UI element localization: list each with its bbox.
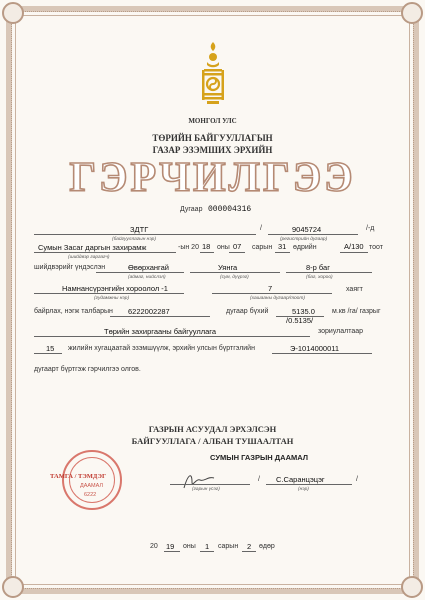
org-name-hint: (байгууллагын нэр) (112, 237, 156, 242)
corner-ornament (2, 2, 24, 24)
aimag: Өвөрхангай (128, 263, 169, 272)
authority-line-1: ТӨРИЙН БАЙГУУЛЛАГЫН (152, 133, 273, 143)
org-line (34, 234, 256, 235)
authority-line-2: ГАЗАР ЭЗЭМШИХ ЭРХИЙН (152, 145, 273, 155)
area-ha: /0.5135/ (286, 316, 314, 325)
certificate-title: ГЭРЧИЛГЭЭ (69, 155, 356, 201)
land-purpose: Төрийн захиргааны байгууллага (104, 327, 216, 336)
official-stamp (62, 450, 122, 510)
duration-years: 15 (46, 344, 55, 353)
corner-ornament (2, 576, 24, 598)
office-line-2: БАЙГУУЛЛАГА / АЛБАН ТУШААЛТАН (131, 436, 294, 446)
bag: 8-р баг (306, 263, 330, 272)
reg-line (268, 234, 358, 235)
soyombo-emblem-icon (198, 40, 228, 112)
issue-year: 19 (166, 542, 175, 551)
registry-number: 9045724 (292, 225, 322, 234)
office-line-1: ГАЗРЫН АСУУДАЛ ЭРХЭЛСЭН (148, 424, 277, 434)
decree-number: A/130 (344, 242, 364, 251)
final-statement: дугаарт бүртгэж гэрчилгээ олгов. (34, 366, 141, 373)
corner-ornament (401, 2, 423, 24)
registry-record-number: Э-1014000011 (290, 344, 340, 353)
parcel-number: 6222002287 (128, 307, 170, 316)
country-name: МОНГОЛ УЛС (188, 117, 237, 125)
official-title: СУМЫН ГАЗРЫН ДААМАЛ (210, 453, 309, 462)
org-name: ЗДТГ (130, 225, 149, 234)
decree-issuer: Сумын Засаг даргын захирамж (38, 243, 147, 252)
decree-day: 31 (278, 242, 287, 251)
suffix-d: /-д (366, 225, 375, 232)
soum: Уянга (218, 263, 238, 272)
street-name: Намнансүрэнгийн хороолол -1 (62, 284, 168, 293)
decree-issuer-hint: (шийдвэр гаргагч) (68, 255, 110, 260)
stamp-inner-text: ДААМАЛ (80, 483, 104, 489)
issue-month: 1 (205, 542, 210, 551)
stamp-number: 6222 (84, 492, 97, 498)
address-number: 7 (268, 284, 273, 293)
number-label: Дугаар (180, 206, 203, 213)
corner-ornament (401, 576, 423, 598)
area-m2: 5135.0 (292, 307, 315, 316)
reg-no-hint: (регистрийн дугаар) (280, 237, 328, 242)
official-name: С.Саранцэцэг (276, 475, 325, 484)
stamp-label: ТАМГА / ТЭМДЭГ (50, 473, 107, 480)
signature-hint: (гарын үсэг) (192, 487, 220, 492)
name-hint: (нэр) (298, 487, 309, 492)
decree-month: 07 (233, 242, 242, 251)
issue-day: 2 (247, 542, 252, 551)
decree-year: 18 (202, 242, 211, 251)
certificate-number: 000004316 (208, 205, 252, 214)
certificate: МОНГОЛ УЛС ТӨРИЙН БАЙГУУЛЛАГЫН ГАЗАР ЭЗЭМШИХ ЭРХИЙН ГЭРЧИЛГЭЭ Дугаар 000004316 ЗДТГ (байгууллагын нэр) / 9045724 (регистрийн дугаар) /-д Сумын Засаг даргын захирамж (шийдвэр гаргагч) -ын 20 18 оны 07 сарын 31 өдрийн A/130 тоот шийдвэрийг үндэслэн Өвөрхангай (аймаг, нийслэл) Уянга (сум, дүүрэг) 8-р баг (баг, хороо) Намнансүрэнгийн хороолол -1 (гудамжны нэр) 7 (хашааны дугаар/тоот) хаягт байрлах, нэгж талбарын 6222002287 дугаар бүхий 5135.0 /0.5135/ м.кв /га/ газрыг Төрийн захиргааны байгууллага зориулалтаар 15 жилийн хугацаатай эзэмшүүлж, эрхийн улсын бүртгэлийн Э-1014000011 дугаарт бүртгэж гэрчилгээ олгов. ГАЗРЫН АСУУДАЛ ЭРХЭЛСЭН БАЙГУУЛЛАГА / АЛБАН ТУШААЛТАН СУМЫН ГАЗРЫН ДААМАЛ ТАМГА / ТЭМДЭГ ДААМАЛ 6222 (гарын үсэг) / С.Саранцэцэг (нэр) / 20 19 оны 1 сарын 2 өдөр (0, 0, 425, 600)
